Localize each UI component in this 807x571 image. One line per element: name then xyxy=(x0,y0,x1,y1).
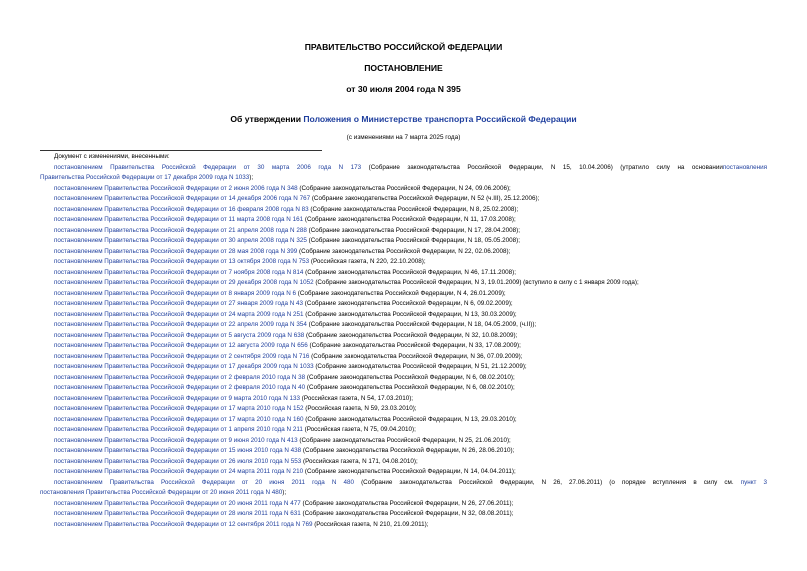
amendment-link[interactable]: постановлением Правительства Российской Федерации от 17 декабря 2009 года N 1033 xyxy=(54,363,314,370)
amendment-source: (Собрание законодательства Российской Федерации, N 14, 04.04.2011); xyxy=(303,468,516,475)
amendment-note: (с изменениями на 7 марта 2025 года) xyxy=(346,134,461,141)
amendment-source: ); xyxy=(282,489,287,496)
amendment-source: (Российская газета, N 171, 04.08.2010); xyxy=(301,457,418,465)
amendment-source: (Собрание законодательства Российской Федерации, N 25, 21.06.2010); xyxy=(297,436,511,444)
amendment-entry xyxy=(54,215,767,226)
amendment-link[interactable]: постановлением Правительства Российской Федерации от 17 марта 2010 года N 160 xyxy=(54,415,304,423)
amendment-source: (Собрание законодательства Российской Федерации, N 8, 25.02.2008); xyxy=(308,205,519,213)
document-date-number: от 30 июля 2004 года N 395 xyxy=(346,84,461,94)
amendment-link[interactable]: постановлением Правительства Российской Федерации от 26 июля 2010 года N 553 xyxy=(54,457,302,465)
amendment-source: (Собрание законодательства Российской Федерации, N 11, 17.03.2008); xyxy=(303,216,516,223)
amendment-source: (Собрание законодательства Российской Федерации, N 26, 28.06.2010); xyxy=(301,447,515,454)
amendment-source: (Собрание законодательства Российской Федерации, N 26, 27.06.2011) (о порядке вступления в силу см. xyxy=(354,478,741,486)
amendment-link[interactable]: постановлением Правительства Российской Федерации от 8 января 2009 года N 6 xyxy=(54,289,297,297)
amendment-source: (Собрание законодательства Российской Федерации, N 26, 27.06.2011); xyxy=(300,499,514,507)
header-divider xyxy=(40,150,322,151)
amendment-source: (Российская газета, N 59, 23.03.2010); xyxy=(303,405,417,412)
amendment-entry xyxy=(54,520,767,531)
amendment-entry xyxy=(54,320,767,331)
amendment-entry-special-line2 xyxy=(40,488,767,499)
amendment-entry xyxy=(54,436,767,447)
amendment-entry xyxy=(54,341,767,352)
amendment-link[interactable]: постановлением Правительства Российской Федерации от 22 апреля 2009 года N 354 xyxy=(54,321,307,328)
amendment-link[interactable]: постановлением Правительства Российской Федерации от 9 марта 2010 года N 133 xyxy=(54,394,301,402)
amendment-entry xyxy=(54,268,767,279)
amendment-entry xyxy=(54,299,767,310)
amendment-link[interactable]: постановлением Правительства Российской Федерации от 7 ноября 2008 года N 814 xyxy=(54,268,304,276)
amendment-entry xyxy=(54,415,767,426)
amendment-link[interactable]: постановления xyxy=(722,163,767,171)
amendment-source: (Собрание законодательства Российской Федерации, N 46, 17.11.2008); xyxy=(303,268,517,276)
amendment-link[interactable]: постановлением Правительства Российской Федерации от 30 апреля 2008 года N 325 xyxy=(54,237,307,244)
amendment-entry xyxy=(54,289,767,300)
amendment-source: (Собрание законодательства Российской Федерации, N 4, 26.01.2009); xyxy=(296,289,506,297)
amendment-entry xyxy=(54,446,767,457)
amendment-link[interactable]: постановлением Правительства Российской Федерации от 28 июля 2011 года N 631 xyxy=(54,510,301,517)
amendment-source: (Собрание законодательства Российской Федерации, N 6, 09.02.2009); xyxy=(303,300,513,307)
amendment-link[interactable]: постановлением Правительства Российской Федерации от 30 марта 2006 года N 173 xyxy=(54,163,362,171)
amendment-link[interactable]: постановлением Правительства Российской Федерации от 29 декабря 2008 года N 1052 xyxy=(54,279,314,286)
amendment-source: (Собрание законодательства Российской Федерации, N 51, 21.12.2009); xyxy=(313,363,527,370)
amendment-entry xyxy=(54,404,767,415)
amendment-entry xyxy=(54,278,767,289)
amendment-entry xyxy=(54,205,767,216)
amendment-entry-first-line1 xyxy=(54,163,767,174)
amendment-link[interactable]: постановлением Правительства Российской Федерации от 14 декабря 2006 года N 767 xyxy=(54,195,311,202)
document-title-link[interactable]: Положения о Министерстве транспорта Российской Федерации xyxy=(303,114,577,124)
amendment-link[interactable]: постановлением Правительства Российской Федерации от 28 мая 2008 года N 399 xyxy=(54,247,298,255)
amendment-entry xyxy=(54,509,767,520)
amendment-link[interactable]: постановлением Правительства Российской Федерации от 12 августа 2009 года N 656 xyxy=(54,342,308,349)
amendment-source: (Собрание законодательства Российской Федерации, N 22, 02.06.2008); xyxy=(297,247,511,255)
amendment-entry xyxy=(54,184,767,195)
amendment-link[interactable]: постановления Правительства Российской Федерации от 20 июня 2011 года N 480 xyxy=(40,489,283,496)
amendment-link[interactable]: постановлением Правительства Российской Федерации от 1 апреля 2010 года N 211 xyxy=(54,426,303,433)
amendment-link[interactable]: постановлением Правительства Российской Федерации от 2 июня 2006 года N 348 xyxy=(54,184,298,192)
amendment-link[interactable]: пункт 3 xyxy=(740,478,767,486)
amendment-source: (Собрание законодательства Российской Федерации, N 32, 10.08.2009); xyxy=(304,331,518,339)
amendment-source: ); xyxy=(249,174,254,181)
amendment-link[interactable]: постановлением Правительства Российской Федерации от 13 октября 2008 года N 753 xyxy=(54,258,310,265)
amendment-source: (Собрание законодательства Российской Федерации, N 52 (ч.III), 25.12.2006); xyxy=(310,195,540,202)
document-title-prefix: Об утверждении xyxy=(230,114,304,124)
amendment-source: (Собрание законодательства Российской Федерации, N 13, 30.03.2009); xyxy=(303,310,517,318)
amendment-entry xyxy=(54,425,767,436)
amendment-source: (Российская газета, N 210, 21.09.2011); xyxy=(312,520,429,528)
amendment-link[interactable]: постановлением Правительства Российской Федерации от 11 марта 2008 года N 161 xyxy=(54,216,304,223)
amendment-source: (Собрание законодательства Российской Федерации, N 18, 04.05.2009, (ч.II)); xyxy=(306,321,537,328)
amendment-entry-first-line2 xyxy=(40,173,767,184)
amendment-link[interactable]: Правительства Российской Федерации от 17 декабря 2009 года N 1033 xyxy=(40,174,250,181)
amendment-link[interactable]: постановлением Правительства Российской Федерации от 24 марта 2011 года N 210 xyxy=(54,468,304,475)
amendment-source: (Российская газета, N 75, 09.04.2010); xyxy=(302,426,416,433)
amendment-entry xyxy=(54,373,767,384)
amendment-entry-special-line1 xyxy=(54,478,767,489)
amendment-entry xyxy=(54,499,767,510)
amendment-link[interactable]: постановлением Правительства Российской Федерации от 12 сентября 2011 года N 769 xyxy=(54,520,313,528)
amendment-link[interactable]: постановлением Правительства Российской Федерации от 21 апреля 2008 года N 288 xyxy=(54,226,307,234)
amendment-source: (Собрание законодательства Российской Федерации, N 32, 08.08.2011); xyxy=(300,510,514,517)
amendment-source: (Собрание законодательства Российской Федерации, N 36, 07.09.2009); xyxy=(309,352,523,360)
amendment-source: (Собрание законодательства Российской Федерации, N 33, 17.08.2009); xyxy=(307,342,521,349)
amendment-entry xyxy=(54,394,767,405)
amendments-intro: Документ с изменениями, внесенными: xyxy=(54,153,170,160)
amendment-entry xyxy=(54,457,767,468)
amendment-link[interactable]: постановлением Правительства Российской Федерации от 17 марта 2010 года N 152 xyxy=(54,405,304,412)
amendment-link[interactable]: постановлением Правительства Российской Федерации от 20 июня 2011 года N 480 xyxy=(54,478,354,486)
amendment-entry xyxy=(54,310,767,321)
amendment-entry xyxy=(54,226,767,237)
amendment-source: (Российская газета, N 54, 17.03.2010); xyxy=(300,394,414,402)
amendment-source: (Собрание законодательства Российской Федерации, N 15, 10.04.2006) (утратило силу на основании xyxy=(361,163,723,171)
amendment-link[interactable]: постановлением Правительства Российской Федерации от 2 сентября 2009 года N 716 xyxy=(54,352,310,360)
amendment-link[interactable]: постановлением Правительства Российской Федерации от 20 июня 2011 года N 477 xyxy=(54,499,301,507)
amendment-entry xyxy=(54,257,767,268)
amendment-entry xyxy=(54,383,767,394)
amendment-link[interactable]: постановлением Правительства Российской Федерации от 2 февраля 2010 года N 38 xyxy=(54,373,306,381)
government-heading: ПРАВИТЕЛЬСТВО РОССИЙСКОЙ ФЕДЕРАЦИИ xyxy=(304,42,503,52)
amendment-source: (Собрание законодательства Российской Федерации, N 13, 29.03.2010); xyxy=(303,415,517,423)
amendment-link[interactable]: постановлением Правительства Российской Федерации от 27 января 2009 года N 43 xyxy=(54,300,304,307)
amendment-entry xyxy=(54,467,767,478)
document-title xyxy=(0,114,807,125)
amendment-entry xyxy=(54,352,767,363)
amendment-link[interactable]: постановлением Правительства Российской Федерации от 15 июня 2010 года N 438 xyxy=(54,447,302,454)
amendment-entry xyxy=(54,236,767,247)
amendment-link[interactable]: постановлением Правительства Российской Федерации от 2 февраля 2010 года N 40 xyxy=(54,384,306,391)
amendment-source: (Собрание законодательства Российской Федерации, N 6, 08.02.2010); xyxy=(305,373,515,381)
amendment-source: (Российская газета, N 220, 22.10.2008); xyxy=(309,258,426,265)
amendment-entry xyxy=(54,194,767,205)
amendment-entry xyxy=(54,247,767,258)
amendment-link[interactable]: постановлением Правительства Российской Федерации от 9 июня 2010 года N 413 xyxy=(54,436,298,444)
amendment-link[interactable]: постановлением Правительства Российской Федерации от 16 февраля 2008 года N 83 xyxy=(54,205,309,213)
amendment-source: (Собрание законодательства Российской Федерации, N 17, 28.04.2008); xyxy=(306,226,520,234)
amendment-link[interactable]: постановлением Правительства Российской Федерации от 5 августа 2009 года N 638 xyxy=(54,331,305,339)
amendment-source: (Собрание законодательства Российской Федерации, N 6, 08.02.2010); xyxy=(305,384,515,391)
amendment-link[interactable]: постановлением Правительства Российской Федерации от 24 марта 2009 года N 251 xyxy=(54,310,304,318)
amendment-source: (Собрание законодательства Российской Федерации, N 3, 19.01.2009) (вступило в силу с 1 января 2009 года); xyxy=(313,279,639,286)
amendment-source: (Собрание законодательства Российской Федерации, N 24, 09.06.2006); xyxy=(297,184,511,192)
amendment-entry xyxy=(54,362,767,373)
amendment-entry xyxy=(54,331,767,342)
document-type-heading: ПОСТАНОВЛЕНИЕ xyxy=(364,63,443,73)
amendment-source: (Собрание законодательства Российской Федерации, N 18, 05.05.2008); xyxy=(306,237,520,244)
